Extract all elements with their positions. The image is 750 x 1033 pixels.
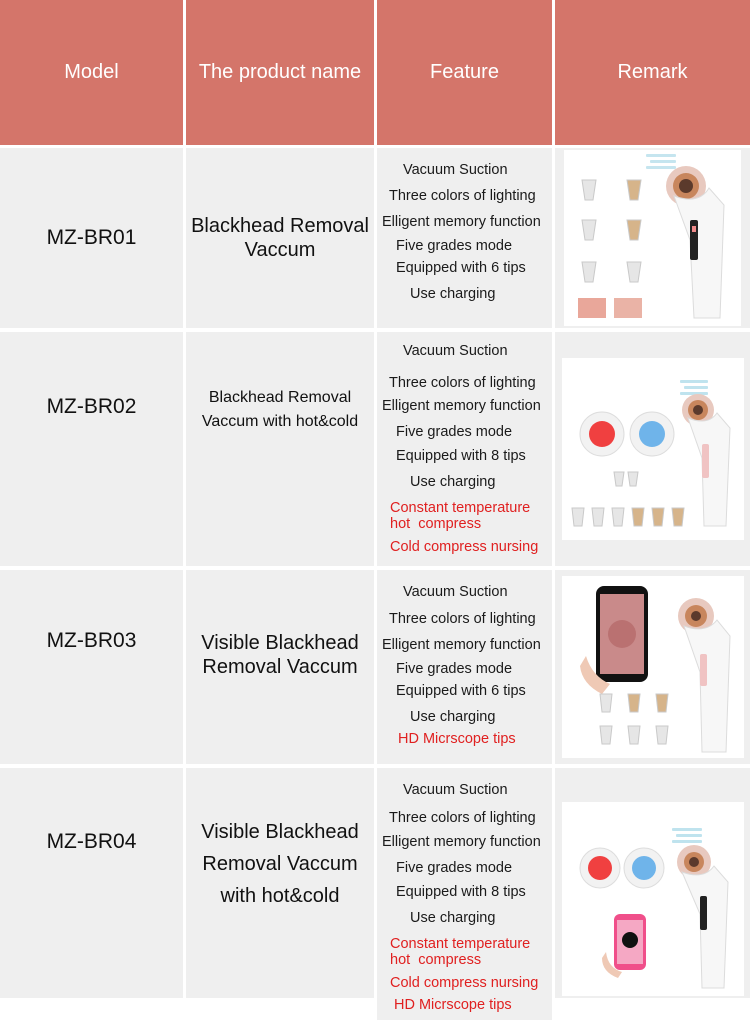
feature-cell [377, 570, 552, 764]
feature-item: Three colors of lighting [389, 611, 536, 627]
header-model-label: Model [64, 61, 119, 83]
feature-item: Three colors of lighting [389, 810, 536, 826]
feature-item: Five grades mode [396, 424, 513, 440]
remark-cell [555, 332, 750, 566]
feature-item: Use charging [410, 474, 496, 490]
product-name-line: Vaccum [244, 239, 316, 261]
product-name-line: Blackhead Removal [208, 389, 352, 406]
model-cell [0, 332, 183, 566]
feature-item: Three colors of lighting [389, 375, 536, 391]
model-number: MZ-BR04 [46, 830, 137, 853]
feature-item-highlight: Cold compress nursing [390, 539, 539, 555]
feature-item: Elligent memory function [382, 398, 541, 414]
feature-item: Use charging [410, 286, 496, 302]
feature-item: Vacuum Suction [403, 584, 508, 600]
feature-item: Five grades mode [396, 238, 513, 254]
product-name-cell [186, 768, 374, 998]
feature-item-highlight: Cold compress nursing [390, 975, 539, 991]
feature-item: Equipped with 6 tips [396, 683, 526, 699]
product-name-line: Removal Vaccum [202, 853, 358, 875]
feature-item: Elligent memory function [382, 214, 541, 230]
feature-item: Elligent memory function [382, 834, 541, 850]
product-name-line: Visible Blackhead [201, 632, 359, 654]
model-number: MZ-BR02 [46, 395, 137, 418]
feature-cell [377, 768, 552, 1020]
product-name-line: Visible Blackhead [201, 821, 359, 843]
header-remark [555, 0, 750, 145]
product-name-line: Blackhead Removal [191, 215, 369, 237]
product-name-line: with hot&cold [220, 885, 340, 907]
feature-item: Vacuum Suction [403, 162, 508, 178]
product-name-cell [186, 148, 374, 328]
model-number: MZ-BR03 [46, 629, 137, 652]
feature-item: Three colors of lighting [389, 188, 536, 204]
header-product-name-label: The product name [198, 61, 362, 83]
product-photo [562, 358, 744, 540]
header-feature [377, 0, 552, 145]
feature-item: Equipped with 8 tips [396, 884, 526, 900]
feature-item: Use charging [410, 709, 496, 725]
remark-cell [555, 570, 750, 764]
model-cell [0, 148, 183, 328]
feature-item: Elligent memory function [382, 637, 541, 653]
feature-item-highlight: Constant temperature hot compress [390, 500, 531, 532]
feature-item: Equipped with 6 tips [396, 260, 526, 276]
header-feature-label: Feature [430, 61, 499, 83]
product-photo [562, 802, 744, 996]
feature-item: Five grades mode [396, 860, 513, 876]
product-name-cell [186, 332, 374, 566]
header-product-name [186, 0, 374, 145]
feature-item: Use charging [410, 910, 496, 926]
product-photo [562, 576, 744, 758]
feature-item: Vacuum Suction [403, 782, 508, 798]
feature-item-highlight: HD Micrscope tips [394, 997, 512, 1013]
model-number: MZ-BR01 [46, 226, 137, 249]
feature-item-highlight: Constant temperature hot compress [390, 936, 531, 968]
feature-cell [377, 148, 552, 328]
remark-cell [555, 148, 750, 328]
product-name-cell [186, 570, 374, 764]
header-remark-label: Remark [617, 61, 688, 83]
feature-cell [377, 332, 552, 566]
header-model [0, 0, 183, 145]
feature-item: Five grades mode [396, 661, 513, 677]
feature-item: Vacuum Suction [403, 343, 508, 359]
remark-cell [555, 768, 750, 998]
product-photo [564, 150, 741, 326]
feature-item: Equipped with 8 tips [396, 448, 526, 464]
product-name-line: Vaccum with hot&cold [201, 413, 359, 430]
model-cell [0, 570, 183, 764]
feature-item-highlight: HD Micrscope tips [398, 731, 516, 747]
model-cell [0, 768, 183, 998]
product-name-line: Removal Vaccum [202, 656, 358, 678]
